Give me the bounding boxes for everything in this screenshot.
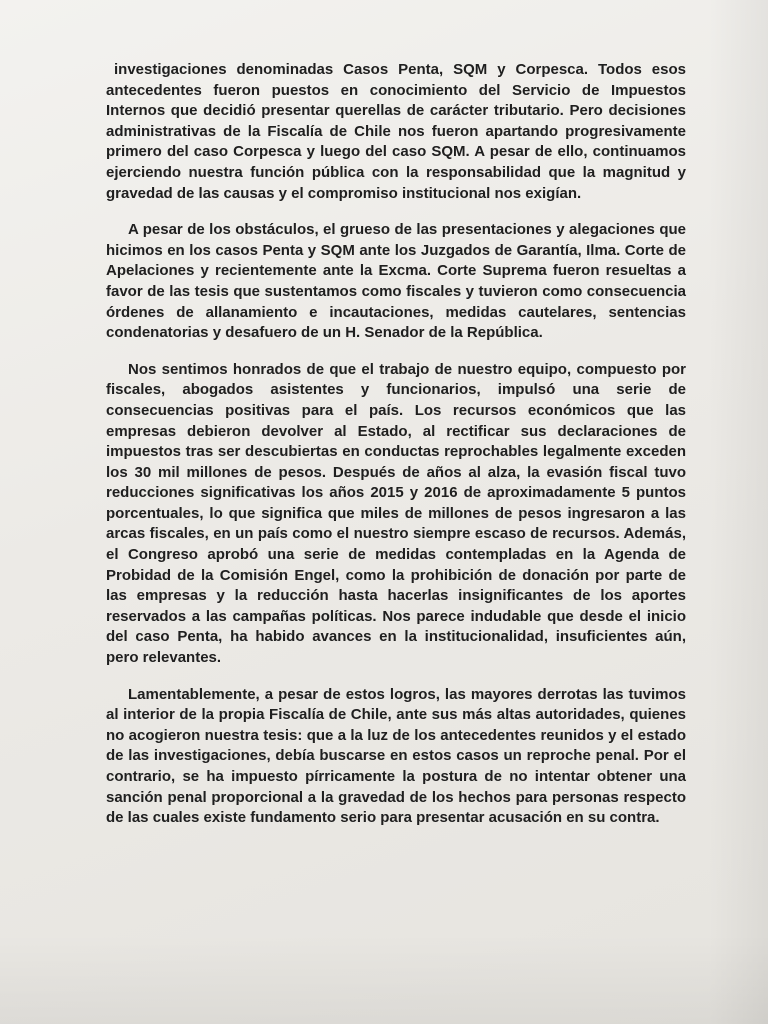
page-shadow-right	[708, 0, 768, 1024]
paragraph-4: Lamentablemente, a pesar de estos logros, las mayores derrotas las tuvimos al interior de la propia Fiscalía de Chile, ante sus más altas autoridades, quienes no acogieron nuestra tesis: que a la luz de los antecedentes reunidos y el estado de las investigaciones, debía buscarse en estos casos un reproche penal. Por el contrario, se ha impuesto pírricamente la postura de no intentar obtener una sanción penal proporcional a la gravedad de los hechos para personas respecto de las cuales existe fundamento serio para presentar acusación en su contra.	[106, 685, 686, 827]
document-body	[106, 60, 686, 845]
paragraph-1: investigaciones denominadas Casos Penta, SQM y Corpesca. Todos esos antecedentes fueron puestos en conocimiento del Servicio de Impuestos Internos que decidió presentar querellas de carácter tributario. Pero decisiones administrativas de la Fiscalía de Chile nos fueron apartando progresivamente primero del caso Corpesca y luego del caso SQM. A pesar de ello, continuamos ejerciendo nuestra función pública con la responsabilidad que la magnitud y gravedad de las causas y el compromiso institucional nos exigían.	[106, 61, 686, 202]
paragraph-3: Nos sentimos honrados de que el trabajo de nuestro equipo, compuesto por fiscales, abogados asistentes y funcionarios, impulsó una serie de consecuencias positivas para el país. Los recursos económicos que las empresas debieron devolver al Estado, al rectificar sus declaraciones de impuestos tras ser descubiertas en conductas reprochables legalmente exceden los 30 mil millones de pesos. Después de años al alza, la evasión fiscal tuvo reducciones significativas los años 2015 y 2016 de aproximadamente 5 puntos porcentuales, lo que significa que miles de millones de pesos ingresaron a las arcas fiscales, en un país como el nuestro siempre escaso de recursos. Además, el Congreso aprobó una serie de medidas contempladas en la Agenda de Probidad de la Comisión Engel, como la prohibición de donación por parte de las empresas y la reducción hasta hacerlas insignificantes de los aportes reservados a las campañas políticas. Nos parece indudable que desde el inicio del caso Penta, ha habido avances en la institucionalidad, insuficientes aún, pero relevantes.	[106, 360, 686, 667]
page-shadow-bottom	[0, 934, 768, 1024]
paragraph-2: A pesar de los obstáculos, el grueso de las presentaciones y alegaciones que hicimos en los casos Penta y SQM ante los Juzgados de Garantía, Ilma. Corte de Apelaciones y recientemente ante la Excma. Corte Suprema fueron resueltas a favor de las tesis que sustentamos como fiscales y tuvieron como consecuencia órdenes de allanamiento e incautaciones, medidas cautelares, sentencias condenatorias y desafuero de un H. Senador de la República.	[106, 221, 686, 342]
